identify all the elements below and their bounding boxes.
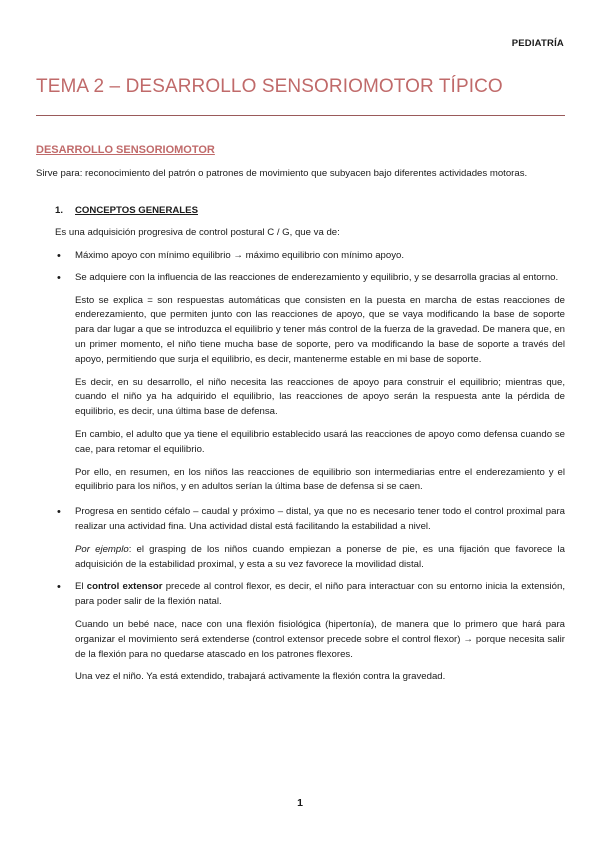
list-item — [57, 249, 565, 264]
bullet-icon: • — [57, 581, 61, 594]
content-body — [57, 249, 566, 693]
example-paragraph — [75, 543, 565, 573]
paragraph: En cambio, el adulto que ya tiene el equilibrio establecido usará las reacciones de apoyo como defensa cuando se cae, para retomar el equilibrio. — [75, 428, 565, 455]
paragraph: Por ello, en resumen, en los niños las reacciones de equilibrio son intermediarias entre el enderezamiento y el equilibrio para los niños, y en adultos serían la última base de defensa si se caen. — [75, 466, 565, 493]
list-item-text: Se adquiere con la influencia de las reacciones de enderezamiento y equilibrio, y se desarrolla gracias al entorno. — [75, 271, 559, 283]
paragraph: Es decir, en su desarrollo, el niño necesita las reacciones de apoyo para construir el equilibrio; mientras que, cuando el niño ya ha adquirido el equilibrio, las reacciones de apoyo serán la respuesta ante la pérdida de equilibrio, es decir, una última base de defensa. — [75, 376, 565, 418]
bullet-icon: • — [57, 271, 61, 284]
list-item-text-bold: control extensor — [86, 581, 163, 593]
example-label: Por ejemplo — [75, 543, 129, 555]
list-item-text-rest: precede al control flexor, es decir, el niño para interactuar con su entorno inicia la extensión, para poder salir de la flexión natal. — [75, 581, 566, 608]
running-header: PEDIATRÍA — [511, 38, 564, 49]
intro-paragraph: Sirve para: reconocimiento del patrón o patrones de movimiento que subyacen bajo diferentes actividades motoras. — [36, 168, 528, 179]
lead-sentence: Es una adquisición progresiva de control postural C / G, que va de: — [55, 227, 340, 238]
list-item-text: Progresa en sentido céfalo – caudal y próximo – distal, ya que no es necesario tener todo el control proximal para realizar una actividad fina. Una actividad distal está facilitando la estabilidad a nivel. — [75, 506, 565, 532]
bullet-icon: • — [57, 250, 61, 262]
paragraph: Una vez el niño. Ya está extendido, trabajará activamente la flexión contra la gravedad. — [75, 671, 446, 683]
bullet-icon: • — [57, 506, 61, 519]
list-item-text-prefix: El — [75, 581, 87, 593]
page-title: TEMA 2 – DESARROLLO SENSORIOMOTOR TÍPICO — [36, 76, 503, 97]
section-heading: DESARROLLO SENSORIOMOTOR — [36, 144, 215, 156]
list-item-text: Máximo apoyo con mínimo equilibrio → máximo equilibrio con mínimo apoyo. — [75, 250, 404, 261]
subsection-heading — [55, 205, 198, 216]
list-item — [57, 505, 565, 535]
paragraph: Esto se explica = son respuestas automáticas que consisten en la puesta en marcha de estas reacciones de enderezamiento, que permiten junto con las reacciones de apoyo, que se vaya modificando la base de soporte para dar lugar a que se introduzca el equilibrio y tener más control de la fuerza de la gravedad. De manera que, en un primer momento, el niño tiene mucha base de soporte, pero va modificando la base de soporte a través del apoyo, permitiendo que surja el equilibrio, es decir, mantenerme estable en mi base de soporte. — [75, 294, 565, 365]
paragraph: Cuando un bebé nace, nace con una flexión fisiológica (hipertonía), de manera que lo primero que hará para organizar el movimiento será extenderse (control extensor precede sobre el control flexor) → porque necesita salir de la flexión para no quedarse atascado en los patrones flexores. — [75, 618, 565, 660]
title-divider — [36, 115, 565, 116]
subsection-number: 1. — [55, 205, 64, 216]
list-item — [57, 580, 566, 610]
list-item — [57, 271, 565, 286]
page-number: 1 — [297, 797, 303, 809]
example-text: : el grasping de los niños cuando empiezan a ponerse de pie, es una fijación que favorece la adquisición de la estabilidad proximal, y esta a su vez favorece la movilidad distal. — [75, 543, 565, 570]
subsection-title: CONCEPTOS GENERALES — [75, 205, 198, 216]
